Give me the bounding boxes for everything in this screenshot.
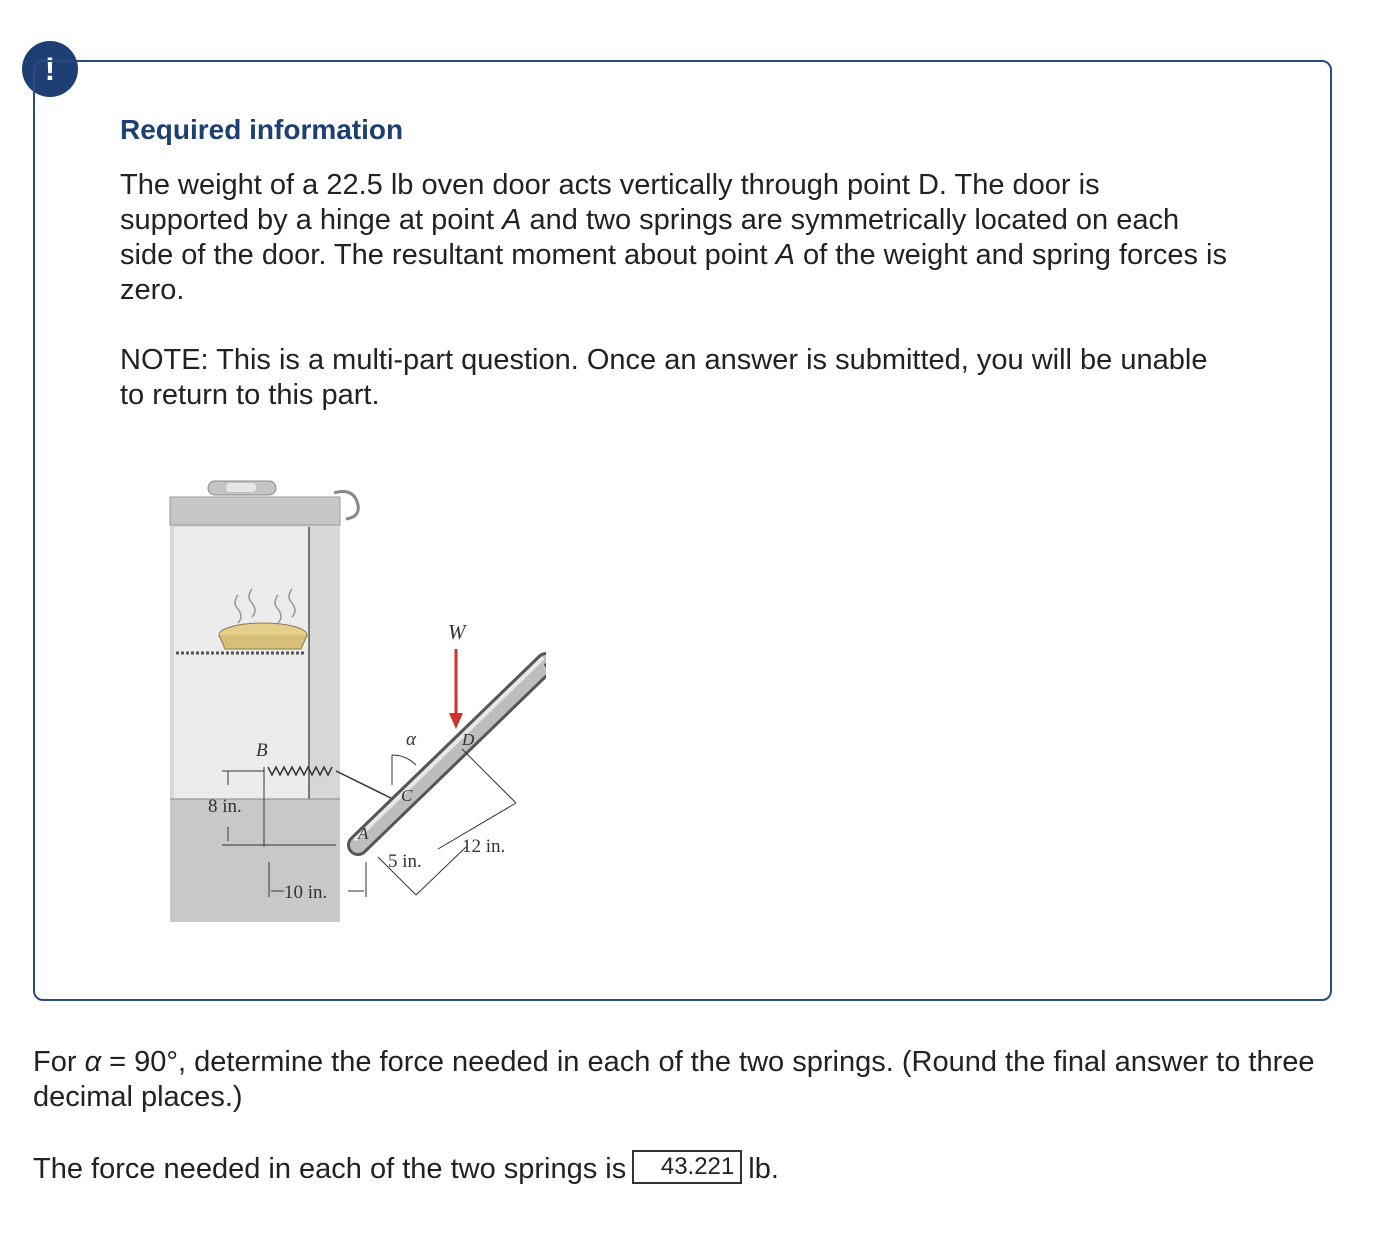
label-a: A: [358, 824, 369, 843]
problem-statement: The weight of a 22.5 lb oven door acts vertically through point D. The door is supported by a hinge at point A and two springs are symmetrically located on each side of the door. The resultant moment about point A of the weight and spring forces is zero.: [120, 169, 1227, 306]
answer-input[interactable]: 43.221: [632, 1150, 742, 1184]
exclamation-icon: !: [44, 51, 56, 87]
dim-10-label: 10 in.: [284, 882, 328, 903]
label-c: C: [401, 786, 413, 805]
label-w: W: [448, 620, 466, 644]
label-d: D: [462, 730, 475, 749]
label-alpha: α: [406, 729, 416, 750]
multipart-note: NOTE: This is a multi-part question. Once an answer is submitted, you will be unable to return to this part.: [120, 344, 1208, 411]
info-title: Required information: [120, 114, 404, 145]
dim-8-label: 8 in.: [208, 796, 242, 817]
answer-line: [33, 1150, 779, 1188]
answer-unit: lb.: [748, 1153, 779, 1185]
dim-12-label: 12 in.: [462, 836, 506, 857]
oven-door-figure: [166, 467, 546, 932]
alpha-symbol: α: [84, 1046, 102, 1078]
oven-door-diagram: [166, 467, 546, 932]
label-b: B: [256, 740, 268, 761]
answer-prefix: The force needed in each of the two springs is: [33, 1153, 627, 1185]
dim-5-label: 5 in.: [388, 851, 422, 872]
question-text: For α = 90°, determine the force needed in each of the two springs. (Round the final answer to three decimal places.): [33, 1046, 1315, 1113]
required-info-box: [33, 60, 1332, 1001]
